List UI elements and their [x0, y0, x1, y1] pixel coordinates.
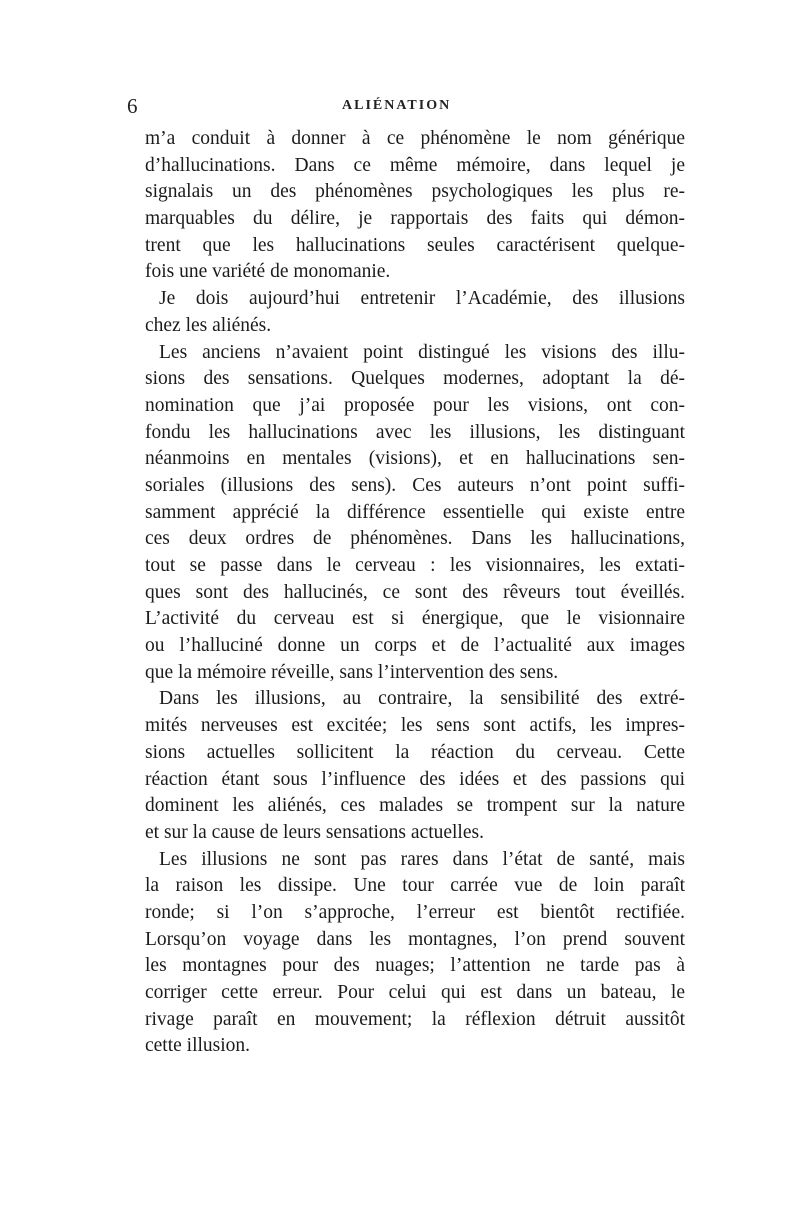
text-line: marquables du délire, je rapportais des faits qui démon-	[145, 208, 685, 230]
text-line: Les anciens n’avaient point distingué les visions des illu-	[159, 341, 685, 363]
text-line: d’hallucinations. Dans ce même mémoire, dans lequel je	[145, 154, 685, 176]
text-line: réaction étant sous l’influence des idées et des passions qui	[145, 768, 685, 790]
text-line: chez les aliénés.	[145, 314, 272, 336]
section-title: ALIÉNATION	[342, 98, 452, 113]
running-head	[127, 94, 607, 118]
text-line: nomination que j’ai proposée pour les visions, ont con-	[145, 394, 685, 416]
text-line: ou l’halluciné donne un corps et de l’actualité aux images	[145, 635, 685, 657]
text-line: m’a conduit à donner à ce phénomène le nom générique	[145, 128, 685, 149]
body-text	[145, 126, 685, 1060]
text-line: rivage paraît en mouvement; la réflexion détruit aussitôt	[145, 1008, 685, 1030]
text-line: que la mémoire réveille, sans l’intervention des sens.	[145, 661, 559, 683]
text-line: trent que les hallucinations seules caractérisent quelque-	[145, 234, 685, 256]
text-line: Je dois aujourd’hui entretenir l’Académie, des illusions	[159, 288, 685, 310]
text-line: Lorsqu’on voyage dans les montagnes, l’on prend souvent	[145, 928, 685, 950]
page-number: 6	[127, 94, 138, 118]
text-line: ques sont des hallucinés, ce sont des rêveurs tout éveillés.	[145, 581, 685, 603]
text-line: fondu les hallucinations avec les illusions, les distinguant	[145, 421, 685, 443]
text-line: soriales (illusions des sens). Ces auteurs n’ont point suffi-	[145, 474, 685, 496]
text-line: mités nerveuses est excitée; les sens sont actifs, les impres-	[145, 715, 685, 737]
text-line: tout se passe dans le cerveau : les visionnaires, les extati-	[145, 555, 685, 576]
text-line: néanmoins en mentales (visions), et en hallucinations sen-	[145, 448, 685, 470]
text-line: dominent les aliénés, ces malades se trompent sur la nature	[145, 795, 685, 817]
text-line: corriger cette erreur. Pour celui qui est dans un bateau, le	[145, 982, 685, 1003]
text-line: Dans les illusions, au contraire, la sensibilité des extré-	[159, 688, 685, 710]
text-line: sions des sensations. Quelques modernes, adoptant la dé-	[145, 368, 685, 390]
text-line: sions actuelles sollicitent la réaction du cerveau. Cette	[145, 741, 685, 763]
text-line: L’activité du cerveau est si énergique, que le visionnaire	[145, 608, 685, 630]
text-line: samment apprécié la différence essentielle qui existe entre	[145, 501, 685, 523]
text-line: fois une variété de monomanie.	[145, 261, 391, 283]
text-line: et sur la cause de leurs sensations actuelles.	[145, 821, 484, 843]
text-line: ronde; si l’on s’approche, l’erreur est bientôt rectifiée.	[145, 901, 685, 923]
text-line: la raison les dissipe. Une tour carrée vue de loin paraît	[145, 875, 685, 897]
text-line: cette illusion.	[145, 1035, 251, 1057]
text-line: signalais un des phénomènes psychologiques les plus re-	[145, 181, 685, 203]
text-line: ces deux ordres de phénomènes. Dans les hallucinations,	[145, 528, 685, 550]
text-line: Les illusions ne sont pas rares dans l’état de santé, mais	[159, 848, 685, 870]
text-line: les montagnes pour des nuages; l’attention ne tarde pas à	[145, 955, 685, 977]
